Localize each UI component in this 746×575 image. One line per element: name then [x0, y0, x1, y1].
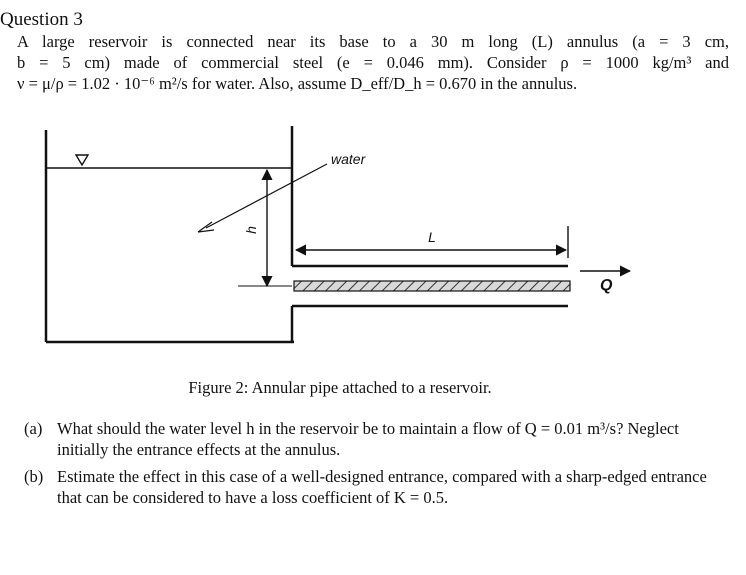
problem-statement-line-2: b = 5 cm) made of commercial steel (e = 0.046 mm). Consider ρ = 1000 kg/m³ and	[17, 53, 729, 72]
problem-statement-line-1: A large reservoir is connected near its base to a 30 m long (L) annulus (a = 3 cm,	[17, 32, 729, 51]
question-heading: Question 3	[0, 9, 83, 30]
water-label: water	[331, 151, 366, 167]
part-b-marker: (b)	[24, 467, 44, 486]
Q-label: Q	[600, 277, 613, 294]
h-label: h	[243, 226, 259, 234]
free-surface-symbol-icon	[76, 155, 88, 165]
reservoir-annulus-figure	[0, 118, 746, 354]
figure-caption: Figure 2: Annular pipe attached to a reservoir.	[188, 378, 492, 397]
part-b-text: Estimate the effect in this case of a well-designed entrance, compared with a sharp-edged entrance that can be considered to have a loss coefficient of K = 0.5.	[57, 467, 707, 507]
annulus-inner-core	[294, 281, 570, 291]
problem-statement	[17, 31, 729, 94]
water-leader-arrow-icon	[198, 222, 214, 232]
L-label: L	[428, 229, 436, 245]
problem-statement-line-3: ν = μ/ρ = 1.02 · 10⁻⁶ m²/s for water. Also, assume D_eff/D_h = 0.670 in the annulus.	[17, 74, 578, 93]
part-a-text: What should the water level h in the reservoir be to maintain a flow of Q = 0.01 m³/s? Neglect initially the entrance effects at the annulus.	[57, 419, 679, 459]
reservoir-annulus-diagram	[0, 118, 746, 354]
part-a-marker: (a)	[24, 419, 43, 438]
